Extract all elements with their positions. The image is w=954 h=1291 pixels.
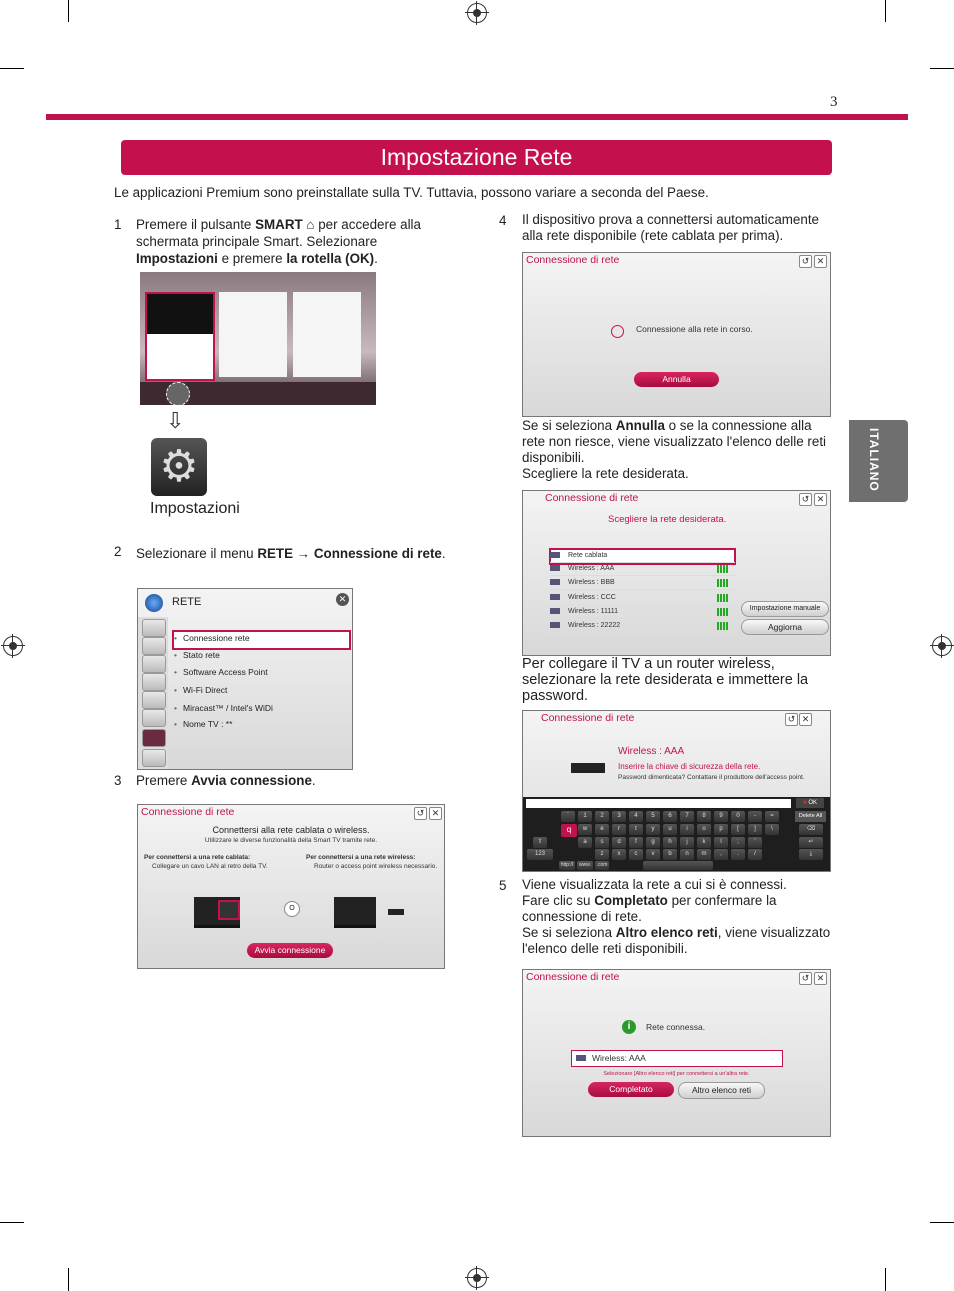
- settings-label: Impostazioni: [150, 500, 240, 517]
- key[interactable]: `: [561, 811, 575, 822]
- back-icon[interactable]: ↺: [799, 255, 812, 268]
- back-icon[interactable]: ↺: [414, 807, 427, 820]
- key[interactable]: 4: [629, 811, 643, 822]
- smart-home-screenshot: [140, 272, 376, 405]
- password-hint: Password dimenticata? Contattare il produttore dell'access point.: [618, 774, 805, 781]
- language-tab: ITALIANO: [849, 420, 908, 502]
- key[interactable]: b: [663, 849, 677, 860]
- channel-icon[interactable]: [142, 655, 166, 673]
- key[interactable]: w: [578, 824, 592, 835]
- network-icon: [550, 622, 560, 628]
- key[interactable]: h: [663, 837, 677, 848]
- step5-line1: Viene visualizzata la rete a cui si è connessi.: [522, 877, 787, 892]
- tv-wireless-icon: [334, 897, 376, 928]
- step4-paragraph: Se si seleziona Annulla o se la connessione alla rete non riesce, viene visualizzato l'elenco delle reti disponibili.: [522, 418, 827, 465]
- help-icon[interactable]: [142, 749, 166, 767]
- live-tv-card: [145, 292, 215, 381]
- page-title: Impostazione Rete: [121, 140, 832, 175]
- connected-status: Rete connessa.: [646, 1022, 706, 1032]
- network-list-dialog: [522, 490, 831, 656]
- key[interactable]: k: [697, 837, 711, 848]
- page-number: 3: [830, 94, 838, 110]
- down-arrow-icon: ⇩: [166, 408, 185, 433]
- loading-spinner-icon: [611, 325, 624, 338]
- key[interactable]: e: [595, 824, 609, 835]
- step4-paragraph2: Scegliere la rete desiderata.: [522, 466, 689, 481]
- dialog-title: Connessione di rete: [545, 492, 639, 504]
- signal-icon: [717, 622, 729, 630]
- key[interactable]: i: [680, 824, 694, 835]
- done-button[interactable]: Completato: [588, 1082, 674, 1097]
- or-circle: O: [284, 901, 300, 917]
- network-row[interactable]: Wireless : 22222: [550, 619, 735, 633]
- dialog-title: Connessione di rete: [541, 712, 635, 724]
- password-dialog: [522, 710, 831, 872]
- key[interactable]: =: [765, 811, 779, 822]
- close-icon[interactable]: ✕: [814, 972, 827, 985]
- www-key[interactable]: www.: [577, 861, 593, 870]
- network-icon: [550, 579, 560, 585]
- menu-title: RETE: [172, 596, 202, 608]
- key[interactable]: 5: [646, 811, 660, 822]
- step4-text: Il dispositivo prova a connettersi automaticamente alla rete disponibile (rete cablata per prima).: [522, 212, 819, 243]
- registration-mark-icon: [467, 3, 487, 23]
- numeric-key[interactable]: 123: [527, 849, 553, 860]
- keyboard: [523, 797, 830, 871]
- registration-mark-icon: [3, 636, 23, 656]
- network-icon[interactable]: [142, 729, 166, 747]
- crop-mark: [885, 1268, 886, 1291]
- back-icon[interactable]: ↺: [799, 493, 812, 506]
- key[interactable]: p: [714, 824, 728, 835]
- step-number: 4: [499, 213, 507, 228]
- key[interactable]: /: [748, 849, 762, 860]
- key[interactable]: 1: [578, 811, 592, 822]
- key[interactable]: ': [748, 837, 762, 848]
- crop-mark: [930, 68, 954, 69]
- key[interactable]: z: [595, 849, 609, 860]
- key[interactable]: 9: [714, 811, 728, 822]
- key[interactable]: t: [629, 824, 643, 835]
- signal-icon: [717, 608, 729, 616]
- network-row[interactable]: Rete cablata: [550, 549, 735, 563]
- menu-item[interactable]: • Nome TV : **: [174, 719, 232, 729]
- connecting-dialog: [522, 252, 831, 417]
- key[interactable]: c: [629, 849, 643, 860]
- enter-key[interactable]: ↵: [799, 837, 823, 848]
- clock-icon[interactable]: [142, 673, 166, 691]
- manual-setup-button[interactable]: Impostazione manuale: [741, 601, 829, 617]
- key[interactable]: .: [731, 849, 745, 860]
- router-icon: [571, 763, 605, 773]
- step1-text: Premere il pulsante SMART ⌂ per accedere alla schermata principale Smart. Selezionare Impostazioni e premere la rotella (OK).: [136, 217, 421, 266]
- network-row[interactable]: Wireless : AAA: [550, 562, 735, 576]
- connected-dialog: [522, 969, 831, 1137]
- signal-icon: [717, 594, 729, 602]
- hide-keyboard-key[interactable]: ⤓: [799, 849, 823, 860]
- menu-item[interactable]: • Connessione rete: [174, 633, 250, 643]
- key[interactable]: r: [612, 824, 626, 835]
- network-icon: [550, 552, 560, 558]
- crop-mark: [68, 0, 69, 22]
- key[interactable]: u: [663, 824, 677, 835]
- crop-mark: [885, 0, 886, 22]
- rete-menu-screenshot: [137, 588, 353, 770]
- back-icon[interactable]: ↺: [785, 713, 798, 726]
- refresh-button[interactable]: Aggiorna: [741, 619, 829, 635]
- lock-icon[interactable]: [142, 691, 166, 709]
- network-icon: [550, 594, 560, 600]
- wireless-title: Per connettersi a una rete wireless:: [306, 854, 416, 861]
- key[interactable]: a: [578, 837, 592, 848]
- crop-mark: [0, 68, 24, 69]
- crop-mark: [930, 1222, 954, 1223]
- key[interactable]: v: [646, 849, 660, 860]
- connected-network-field: [571, 1050, 783, 1067]
- key[interactable]: ,: [714, 849, 728, 860]
- registration-mark-icon: [467, 1268, 487, 1288]
- menu-item[interactable]: • Software Access Point: [174, 667, 268, 677]
- ok-icon: ■: [803, 800, 807, 806]
- close-icon[interactable]: ✕: [336, 593, 349, 606]
- step5-line3: Se si seleziona Altro elenco reti, viene visualizzato l'elenco delle reti disponibili.: [522, 925, 831, 956]
- intro-text: Le applicazioni Premium sono preinstallate sulla TV. Tuttavia, possono variare a seconda del Paese.: [114, 185, 709, 200]
- network-icon: [550, 608, 560, 614]
- connection-dialog: [137, 804, 445, 969]
- close-icon[interactable]: ✕: [814, 255, 827, 268]
- key[interactable]: \: [765, 824, 779, 835]
- router-icon: [388, 909, 404, 915]
- home-icon: ⌂: [302, 217, 315, 232]
- network-icon: [576, 1055, 586, 1061]
- other-networks-button[interactable]: Altro elenco reti: [678, 1082, 765, 1099]
- key[interactable]: j: [680, 837, 694, 848]
- key[interactable]: m: [697, 849, 711, 860]
- key[interactable]: -: [748, 811, 762, 822]
- menu-item[interactable]: • Stato rete: [174, 650, 220, 660]
- lan-cable-icon: [218, 900, 240, 920]
- key[interactable]: 3: [612, 811, 626, 822]
- step3-text: Premere Avvia connessione.: [136, 773, 316, 788]
- step-number: 3: [114, 773, 122, 788]
- close-icon[interactable]: ✕: [799, 713, 812, 726]
- connecting-status: Connessione alla rete in corso.: [636, 324, 753, 334]
- crop-mark: [68, 1268, 69, 1291]
- ok-button[interactable]: ■ OK: [796, 798, 824, 808]
- key[interactable]: l: [714, 837, 728, 848]
- dialog-heading: Connettersi alla rete cablata o wireless.: [212, 825, 370, 835]
- backspace-key[interactable]: ⌫: [799, 824, 823, 835]
- dialog-subheading: Utilizzare le diverse funzionalità della Smart TV tramite rete.: [204, 837, 378, 844]
- start-connection-button[interactable]: Avvia connessione: [247, 943, 333, 958]
- key[interactable]: ;: [731, 837, 745, 848]
- key[interactable]: d: [612, 837, 626, 848]
- settings-launcher-icon[interactable]: [166, 382, 190, 405]
- key[interactable]: n: [680, 849, 694, 860]
- key[interactable]: o: [697, 824, 711, 835]
- signal-icon: [717, 565, 729, 573]
- key[interactable]: y: [646, 824, 660, 835]
- connected-network-name: Wireless: AAA: [592, 1053, 646, 1063]
- registration-mark-icon: [932, 636, 952, 656]
- shift-key[interactable]: ⇧: [533, 837, 547, 848]
- back-icon[interactable]: ↺: [799, 972, 812, 985]
- app-card: [219, 292, 287, 377]
- step2-text: Selezionare il menu RETE → Connessione di rete.: [136, 546, 446, 561]
- globe-icon: [145, 594, 163, 612]
- signal-icon: [717, 579, 729, 587]
- wired-title: Per connettersi a una rete cablata:: [144, 854, 251, 861]
- password-input[interactable]: [526, 799, 791, 808]
- network-row[interactable]: Wireless : CCC: [550, 591, 735, 605]
- step5-line2: Fare clic su Completato per confermare la connessione di rete.: [522, 893, 777, 924]
- key[interactable]: f: [629, 837, 643, 848]
- space-key[interactable]: [643, 861, 713, 870]
- com-key[interactable]: .com: [596, 862, 608, 868]
- network-row[interactable]: Wireless : BBB: [550, 576, 735, 590]
- key[interactable]: 0: [731, 811, 745, 822]
- dialog-title: Connessione di rete: [526, 254, 620, 266]
- key[interactable]: 6: [663, 811, 677, 822]
- connected-hint: Selezionare [Altro elenco reti] per connettersi a un'altra rete.: [603, 1071, 750, 1077]
- key[interactable]: q: [561, 824, 577, 837]
- network-name: Wireless : AAA: [618, 746, 685, 757]
- dialog-title: Connessione di rete: [141, 806, 235, 818]
- key[interactable]: x: [612, 849, 626, 860]
- step-number: 5: [499, 878, 507, 893]
- key[interactable]: 8: [697, 811, 711, 822]
- cancel-button[interactable]: Annulla: [634, 372, 719, 387]
- key[interactable]: s: [595, 837, 609, 848]
- wireless-desc: Router o access point wireless necessario.: [314, 863, 438, 870]
- step4-paragraph3: Per collegare il TV a un router wireless, selezionare la rete desiderata e immettere la password.: [522, 656, 809, 704]
- network-row[interactable]: Wireless : 11111: [550, 605, 735, 619]
- key[interactable]: 7: [680, 811, 694, 822]
- http-key[interactable]: http://: [560, 862, 574, 868]
- close-icon[interactable]: ✕: [814, 493, 827, 506]
- info-icon: i: [622, 1020, 636, 1034]
- list-heading: Scegliere la rete desiderata.: [608, 514, 727, 525]
- step-number: 1: [114, 217, 122, 232]
- menu-item[interactable]: • Wi-Fi Direct: [174, 685, 227, 695]
- key[interactable]: ]: [748, 824, 762, 835]
- password-prompt: Inserire la chiave di sicurezza della rete.: [618, 762, 761, 771]
- key[interactable]: 2: [595, 811, 609, 822]
- dialog-title: Connessione di rete: [526, 971, 620, 983]
- key[interactable]: g: [646, 837, 660, 848]
- settings-gear-icon[interactable]: ⚙: [151, 438, 207, 496]
- menu-item[interactable]: • Miracast™ / Intel's WiDi: [174, 703, 273, 713]
- tv-icon[interactable]: [142, 619, 166, 637]
- header-rule: [46, 114, 908, 120]
- app-card: [293, 292, 361, 377]
- wired-desc: Collegare un cavo LAN al retro della TV.: [152, 863, 268, 870]
- crop-mark: [0, 1222, 24, 1223]
- sound-icon[interactable]: [142, 637, 166, 655]
- delete-all-button[interactable]: Delete All: [795, 811, 826, 822]
- close-icon[interactable]: ✕: [429, 807, 442, 820]
- network-icon: [550, 565, 560, 571]
- key[interactable]: [: [731, 824, 745, 835]
- step-number: 2: [114, 544, 122, 559]
- option-icon[interactable]: [142, 709, 166, 727]
